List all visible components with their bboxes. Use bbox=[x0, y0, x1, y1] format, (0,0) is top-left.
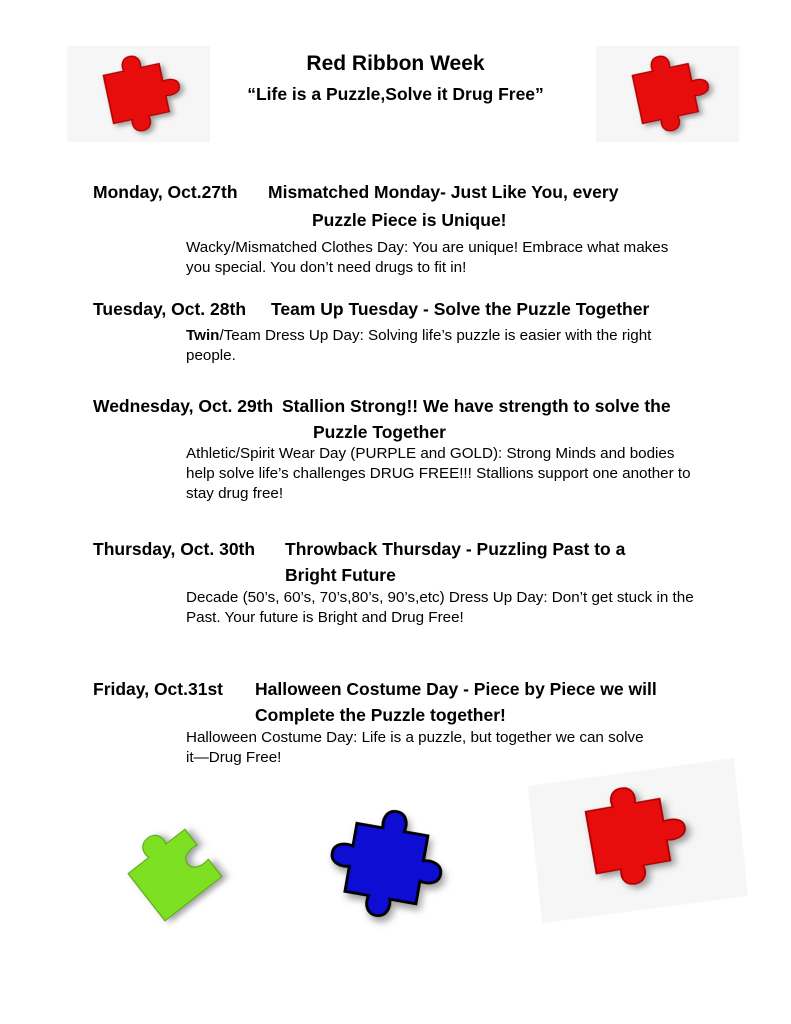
page-subtitle: “Life is a Puzzle,Solve it Drug Free” bbox=[247, 84, 544, 104]
day-date-thursday: Thursday, Oct. 30th bbox=[93, 539, 256, 559]
puzzle-piece-icon bbox=[316, 800, 456, 930]
day-date-tuesday: Tuesday, Oct. 28th bbox=[93, 299, 247, 319]
description-line: Decade (50’s, 60’s, 70’s,80’s, 90’s,etc) Dress Up Day: Don’t get stuck in the bbox=[186, 589, 694, 606]
day-theme-friday-line2: Complete the Puzzle together! bbox=[255, 705, 506, 725]
day-description-wednesday bbox=[186, 444, 766, 504]
day-theme-thursday-line1: Throwback Thursday - Puzzling Past to a bbox=[285, 539, 626, 559]
day-description-thursday bbox=[186, 588, 766, 628]
day-theme-tuesday-line1: Team Up Tuesday - Solve the Puzzle Together bbox=[271, 299, 650, 319]
puzzle-image-green bbox=[100, 818, 260, 938]
puzzle-piece-icon bbox=[528, 758, 748, 923]
description-line: it—Drug Free! bbox=[186, 749, 282, 766]
description-line: Halloween Costume Day: Life is a puzzle, but together we can solve bbox=[186, 729, 644, 746]
day-theme-thursday-line2: Bright Future bbox=[285, 565, 396, 585]
description-line: Wacky/Mismatched Clothes Day: You are unique! Embrace what makes bbox=[186, 239, 669, 256]
description-line: people. bbox=[186, 347, 236, 364]
day-date-monday: Monday, Oct.27th bbox=[93, 182, 238, 202]
day-theme-wednesday-line1: Stallion Strong!! We have strength to solve the bbox=[282, 396, 671, 416]
puzzle-image-bottom-right bbox=[528, 758, 748, 923]
description-text: /Team Dress Up Day: Solving life’s puzzle is easier with the right bbox=[219, 327, 652, 344]
day-theme-monday-line2: Puzzle Piece is Unique! bbox=[312, 210, 507, 230]
day-theme-friday-line1: Halloween Costume Day - Piece by Piece we will bbox=[255, 679, 657, 699]
puzzle-image-blue bbox=[316, 800, 456, 930]
description-bold: Twin bbox=[186, 327, 220, 344]
description-line: you special. You don’t need drugs to fit in! bbox=[186, 259, 467, 276]
description-line: stay drug free! bbox=[186, 485, 284, 502]
description-line: Athletic/Spirit Wear Day (PURPLE and GOLD): Strong Minds and bodies bbox=[186, 445, 675, 462]
day-date-friday: Friday, Oct.31st bbox=[93, 679, 224, 699]
puzzle-piece-icon bbox=[100, 818, 260, 938]
day-description-tuesday bbox=[186, 326, 766, 366]
day-description-monday bbox=[186, 238, 766, 278]
day-date-wednesday: Wednesday, Oct. 29th bbox=[93, 396, 274, 416]
description-line bbox=[186, 326, 766, 346]
description-line: Past. Your future is Bright and Drug Free! bbox=[186, 609, 464, 626]
page-title: Red Ribbon Week bbox=[306, 52, 485, 75]
description-line: help solve life’s challenges DRUG FREE!!! Stallions support one another to bbox=[186, 465, 691, 482]
day-theme-monday-line1: Mismatched Monday- Just Like You, every bbox=[268, 182, 619, 202]
day-theme-wednesday-line2: Puzzle Together bbox=[313, 422, 446, 442]
